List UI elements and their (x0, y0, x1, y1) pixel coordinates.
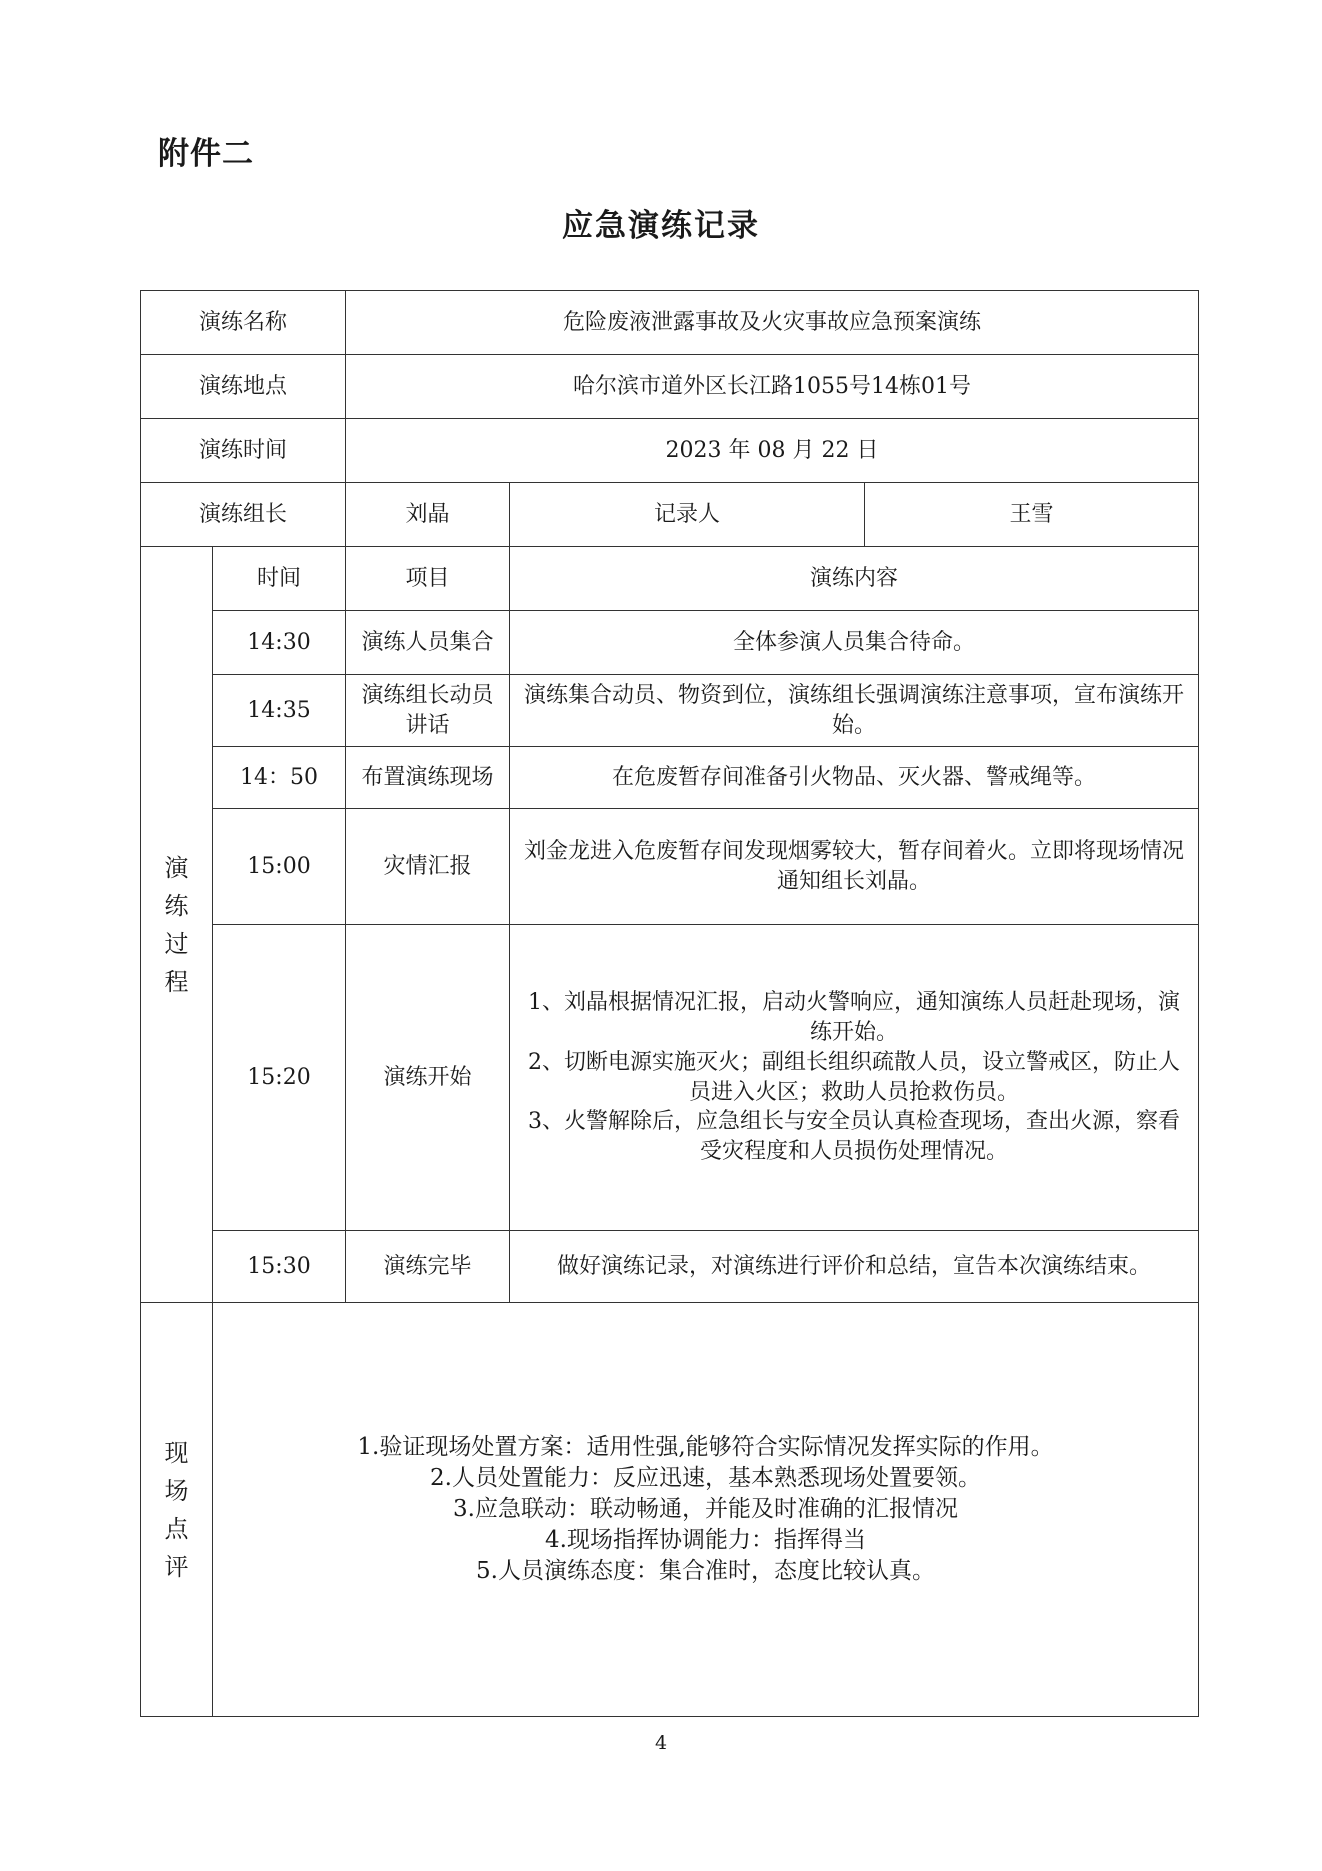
recorder-label: 记录人 (510, 483, 865, 547)
process-time: 14:30 (213, 611, 346, 675)
process-label-char: 程 (164, 967, 189, 996)
process-label-char: 演 (164, 853, 189, 882)
content-paragraph: 1、刘晶根据情况汇报，启动火警响应，通知演练人员赶赴现场，演练开始。 (528, 990, 1181, 1046)
process-content (510, 809, 1199, 925)
review-label-char: 点 (164, 1514, 189, 1543)
drill-name-label: 演练名称 (141, 291, 346, 355)
row-drill-leader (141, 483, 1199, 547)
content-paragraph: 2、切断电源实施灭火；副组长组织疏散人员，设立警戒区，防止人员进入火区；救助人员抢救伤员。 (528, 1049, 1181, 1105)
review-item: 5.人员演练态度：集合准时，态度比较认真。 (476, 1558, 935, 1585)
row-drill-time (141, 419, 1199, 483)
process-item: 演练组长动员讲话 (346, 675, 510, 747)
content-paragraph: 全体参演人员集合待命。 (733, 629, 976, 655)
process-item: 布置演练现场 (346, 747, 510, 809)
header-content: 演练内容 (510, 547, 1199, 611)
drill-place-label: 演练地点 (141, 355, 346, 419)
review-item: 1.验证现场处置方案：适用性强,能够符合实际情况发挥实际的作用。 (357, 1433, 1054, 1460)
process-time: 15:30 (213, 1231, 346, 1303)
drill-leader-label: 演练组长 (141, 483, 346, 547)
content-paragraph: 演练集合动员、物资到位，演练组长强调演练注意事项，宣布演练开始。 (524, 682, 1185, 738)
table-row (141, 611, 1199, 675)
process-label-char: 练 (164, 891, 189, 920)
table-row (141, 675, 1199, 747)
process-header-row (141, 547, 1199, 611)
process-item: 演练开始 (346, 925, 510, 1231)
content-paragraph: 3、火警解除后，应急组长与安全员认真检查现场，查出火源，察看受灾程度和人员损伤处理情况。 (528, 1109, 1181, 1164)
review-row (141, 1303, 1199, 1717)
header-item: 项目 (346, 547, 510, 611)
process-time: 14:35 (213, 675, 346, 747)
process-content (510, 611, 1199, 675)
process-time: 15:20 (213, 925, 346, 1231)
drill-record-table (140, 290, 1199, 1717)
drill-name-value: 危险废液泄露事故及火灾事故应急预案演练 (346, 291, 1199, 355)
process-content (510, 747, 1199, 809)
table-row (141, 925, 1199, 1231)
process-item: 演练完毕 (346, 1231, 510, 1303)
table-row (141, 747, 1199, 809)
content-paragraph: 做好演练记录，对演练进行评价和总结，宣告本次演练结束。 (557, 1253, 1152, 1279)
review-label-char: 评 (164, 1552, 189, 1581)
drill-leader-value: 刘晶 (346, 483, 510, 547)
process-label-char: 过 (164, 929, 189, 958)
review-label-char: 现 (164, 1438, 189, 1467)
row-drill-name (141, 291, 1199, 355)
page-title: 应急演练记录 (562, 208, 760, 244)
review-item: 2.人员处置能力：反应迅速，基本熟悉现场处置要领。 (430, 1464, 981, 1491)
drill-time-value: 2023 年 08 月 22 日 (346, 419, 1199, 483)
process-item: 灾情汇报 (346, 809, 510, 925)
table-row (141, 809, 1199, 925)
process-section-label (141, 547, 213, 1303)
recorder-value: 王雪 (865, 483, 1199, 547)
process-time: 14：50 (213, 747, 346, 809)
review-section-label (141, 1303, 213, 1717)
row-drill-place (141, 355, 1199, 419)
process-content (510, 925, 1199, 1231)
process-content (510, 1231, 1199, 1303)
drill-place-value: 哈尔滨市道外区长江路1055号14栋01号 (346, 355, 1199, 419)
content-paragraph: 在危废暂存间准备引火物品、灭火器、警戒绳等。 (612, 764, 1097, 790)
review-content (213, 1303, 1199, 1717)
page-number: 4 (654, 1732, 668, 1754)
review-label-char: 场 (164, 1476, 189, 1505)
process-time: 15:00 (213, 809, 346, 925)
review-item: 3.应急联动：联动畅通，并能及时准确的汇报情况 (453, 1495, 958, 1522)
content-paragraph: 刘金龙进入危废暂存间发现烟雾较大，暂存间着火。立即将现场情况通知组长刘晶。 (524, 838, 1185, 894)
attachment-label: 附件二 (158, 136, 254, 172)
process-item: 演练人员集合 (346, 611, 510, 675)
table-row (141, 1231, 1199, 1303)
header-time: 时间 (213, 547, 346, 611)
process-content (510, 675, 1199, 747)
review-item: 4.现场指挥协调能力：指挥得当 (545, 1527, 866, 1554)
drill-time-label: 演练时间 (141, 419, 346, 483)
